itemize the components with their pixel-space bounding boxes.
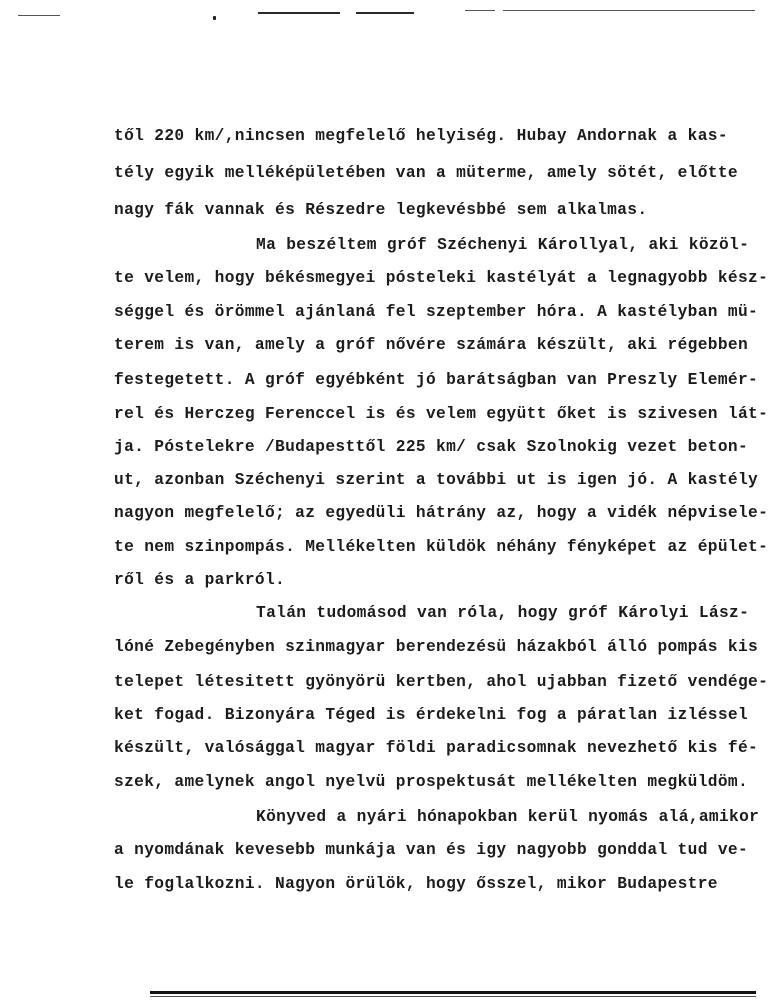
scan-artifact-line	[150, 991, 756, 994]
text-line: ről és a parkról.	[114, 571, 286, 589]
text-line: Ma beszéltem gróf Széchenyi Károllyal, aki közöl-	[256, 236, 750, 254]
text-line: rel és Herczeg Ferenccel is és velem együtt őket is szivesen lát-	[114, 405, 769, 423]
text-line: ja. Póstelekre /Budapesttől 225 km/ csak Szolnokig vezet beton-	[114, 438, 749, 456]
text-line: a nyomdának kevesebb munkája van és igy nagyobb gonddal tud ve-	[114, 841, 749, 859]
text-line: te nem szinpompás. Mellékelten küldök néhány fényképet az épület-	[114, 538, 769, 556]
scan-artifact-line	[18, 15, 60, 16]
text-line: lóné Zebegényben szinmagyar berendezésü házakból álló pompás kis	[114, 638, 759, 656]
text-line: ut, azonban Széchenyi szerint a további ut is igen jó. A kastély	[114, 471, 759, 489]
text-line: szek, amelynek angol nyelvü prospektusát mellékelten megküldöm.	[114, 773, 749, 791]
scan-artifact-speck	[213, 16, 216, 20]
scan-artifact-line	[258, 12, 340, 14]
scan-artifact-line	[356, 12, 414, 14]
text-line: Könyved a nyári hónapokban kerül nyomás alá,amikor	[256, 808, 760, 826]
scan-artifact-line	[503, 10, 755, 11]
text-line: nagyon megfelelő; az egyedüli hátrány az, hogy a vidék népvisele-	[114, 504, 769, 522]
text-line: séggel és örömmel ajánlaná fel szeptember hóra. A kastélyban mü-	[114, 303, 759, 321]
scan-artifact-line	[465, 10, 495, 11]
text-line: től 220 km/,nincsen megfelelő helyiség. Hubay Andornak a kas-	[114, 127, 728, 145]
scan-artifact-line	[150, 996, 756, 997]
text-line: tély egyik melléképületében van a müterme, amely sötét, előtte	[114, 164, 738, 182]
text-line: festegetett. A gróf egyébként jó barátságban van Preszly Elemér-	[114, 371, 759, 389]
text-line: Talán tudomásod van róla, hogy gróf Károlyi Lász-	[256, 604, 750, 622]
text-line: le foglalkozni. Nagyon örülök, hogy ősszel, mikor Budapestre	[114, 875, 718, 893]
text-line: készült, valósággal magyar földi paradicsomnak nevezhető kis fé-	[114, 739, 759, 757]
text-line: ket fogad. Bizonyára Téged is érdekelni fog a páratlan izléssel	[114, 706, 749, 724]
text-line: telepet létesitett gyönyörü kertben, ahol ujabban fizető vendége-	[114, 673, 769, 691]
text-line: nagy fák vannak és Részedre legkevésbbé sem alkalmas.	[114, 201, 648, 219]
text-line: terem is van, amely a gróf nővére számára készült, aki régebben	[114, 336, 749, 354]
text-line: te velem, hogy békésmegyei pósteleki kastélyát a legnagyobb kész-	[114, 269, 769, 287]
